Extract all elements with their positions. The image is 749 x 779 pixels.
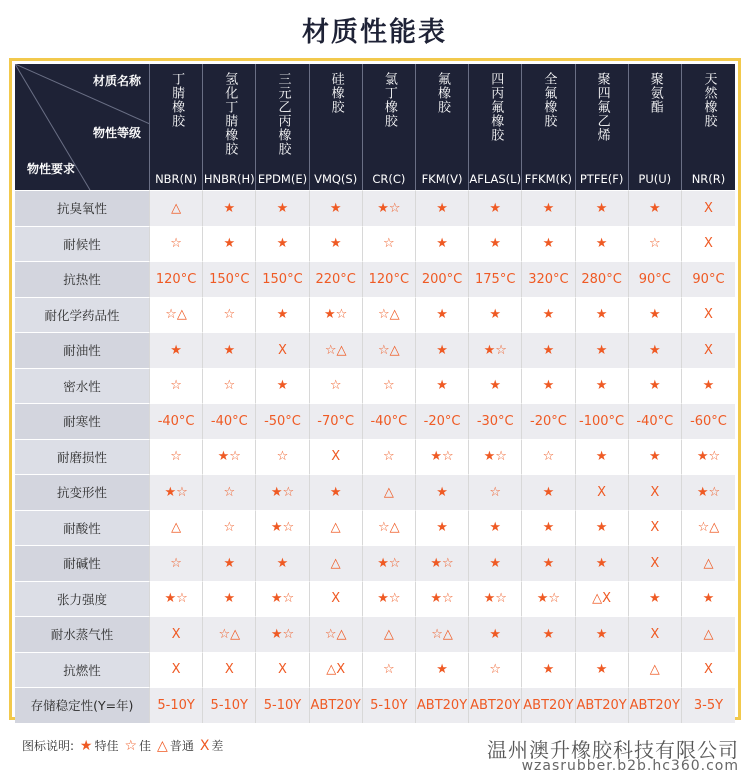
rating-cell: -100°C	[576, 403, 629, 439]
material-code: HNBR(H)	[203, 172, 255, 186]
property-label: 抗变形性	[15, 474, 150, 510]
rating-cell: ★	[522, 297, 575, 333]
rating-cell: ★☆	[682, 439, 735, 475]
material-header-5	[416, 64, 469, 190]
rating-cell: X	[682, 652, 735, 688]
rating-cell: 120°C	[363, 261, 416, 297]
rating-cell: ☆△	[682, 510, 735, 546]
page-title: 材质性能表	[302, 17, 447, 48]
material-code: FFKM(K)	[524, 172, 573, 186]
rating-cell: △	[629, 652, 682, 688]
rating-cell: ★	[629, 297, 682, 333]
table-row	[15, 545, 735, 581]
property-label: 耐候性	[15, 226, 150, 262]
rating-cell: ★	[576, 652, 629, 688]
table-row	[15, 474, 735, 510]
rating-cell: ★	[203, 190, 256, 226]
rating-cell: -50°C	[256, 403, 309, 439]
rating-cell: 320°C	[522, 261, 575, 297]
rating-cell: ☆△	[310, 616, 363, 652]
rating-cell: ★	[629, 439, 682, 475]
rating-cell: ★	[416, 510, 469, 546]
material-code: NBR(N)	[155, 172, 198, 186]
rating-cell: ★	[256, 190, 309, 226]
rating-cell: ★	[522, 226, 575, 262]
rating-cell: ★	[416, 190, 469, 226]
rating-cell: ★	[522, 474, 575, 510]
rating-cell: ☆△	[150, 297, 203, 333]
rating-cell: X	[682, 297, 735, 333]
rating-cell: X	[203, 652, 256, 688]
rating-cell: ★☆	[150, 474, 203, 510]
rating-cell: ★☆	[256, 474, 309, 510]
rating-cell: X	[576, 474, 629, 510]
rating-cell: △	[150, 190, 203, 226]
rating-cell: ★	[522, 368, 575, 404]
rating-cell: ABT20Y	[469, 687, 522, 723]
rating-cell: ☆	[150, 545, 203, 581]
corner-grade-label: 物性等级	[92, 126, 141, 140]
rating-cell: ★	[576, 368, 629, 404]
rating-cell: ☆	[363, 368, 416, 404]
rating-cell: ★	[203, 581, 256, 617]
rating-cell: 90°C	[682, 261, 735, 297]
rating-cell: ★☆	[522, 581, 575, 617]
rating-cell: ★	[310, 190, 363, 226]
rating-cell: ★	[469, 190, 522, 226]
rating-cell: △	[363, 474, 416, 510]
property-label: 密水性	[15, 368, 150, 404]
material-code: NR(R)	[691, 172, 726, 186]
rating-cell: △X	[576, 581, 629, 617]
rating-cell: ☆△	[363, 332, 416, 368]
rating-cell: ☆△	[310, 332, 363, 368]
rating-cell: 5-10Y	[150, 687, 203, 723]
legend-label: 图标说明:	[22, 739, 75, 753]
rating-cell: △	[682, 616, 735, 652]
rating-cell: ★☆	[256, 616, 309, 652]
company-site: wzasrubber.b2b.hc360.com	[521, 758, 739, 774]
property-label: 抗燃性	[15, 652, 150, 688]
legend-symbol: ★	[79, 738, 93, 754]
rating-cell: ★	[416, 652, 469, 688]
rating-cell: X	[629, 510, 682, 546]
rating-cell: ★	[522, 616, 575, 652]
property-label: 耐油性	[15, 332, 150, 368]
rating-cell: ★☆	[682, 474, 735, 510]
material-header-2	[256, 64, 309, 190]
table-row	[15, 439, 735, 475]
rating-cell: ★	[522, 510, 575, 546]
rating-cell: ★	[576, 332, 629, 368]
rating-cell: ★	[522, 190, 575, 226]
rating-cell: ★☆	[416, 581, 469, 617]
rating-cell: ★	[576, 510, 629, 546]
rating-cell: ☆	[469, 474, 522, 510]
rating-cell: ★	[682, 581, 735, 617]
table-row	[15, 332, 735, 368]
rating-cell: ☆△	[363, 510, 416, 546]
material-header-3	[310, 64, 363, 190]
rating-cell: ☆△	[363, 297, 416, 333]
rating-cell: ★	[629, 190, 682, 226]
rating-cell: ★☆	[256, 581, 309, 617]
table-row	[15, 190, 735, 226]
rating-cell: △	[150, 510, 203, 546]
rating-cell: 5-10Y	[363, 687, 416, 723]
rating-cell: ★	[203, 332, 256, 368]
material-header-8	[576, 64, 629, 190]
rating-cell: X	[256, 652, 309, 688]
material-performance-table	[15, 64, 735, 723]
rating-cell: -40°C	[150, 403, 203, 439]
legend-text: 特佳	[94, 739, 119, 753]
rating-cell: X	[150, 652, 203, 688]
rating-cell: ABT20Y	[629, 687, 682, 723]
rating-cell: -70°C	[310, 403, 363, 439]
rating-cell: 120°C	[150, 261, 203, 297]
rating-cell: ★	[576, 226, 629, 262]
table-row	[15, 261, 735, 297]
rating-cell: ★	[629, 332, 682, 368]
material-name: 全氟橡胶	[541, 72, 557, 128]
table-row	[15, 297, 735, 333]
rating-cell: ☆	[629, 226, 682, 262]
material-header-9	[629, 64, 682, 190]
rating-cell: ★☆	[203, 439, 256, 475]
header-row	[15, 64, 735, 190]
rating-cell: ★	[469, 545, 522, 581]
rating-cell: ☆	[150, 368, 203, 404]
rating-cell: ★☆	[363, 190, 416, 226]
rating-cell: ABT20Y	[310, 687, 363, 723]
material-header-10	[682, 64, 735, 190]
material-header-6	[469, 64, 522, 190]
property-label: 耐化学药品性	[15, 297, 150, 333]
rating-cell: ☆	[363, 226, 416, 262]
rating-cell: ★	[416, 297, 469, 333]
table-row	[15, 510, 735, 546]
rating-cell: ★	[416, 332, 469, 368]
rating-cell: ☆△	[416, 616, 469, 652]
material-name: 四丙氟橡胶	[488, 72, 504, 142]
rating-cell: ★	[469, 226, 522, 262]
rating-cell: -40°C	[363, 403, 416, 439]
rating-cell: ★	[682, 368, 735, 404]
rating-cell: ★	[310, 226, 363, 262]
rating-cell: ☆	[469, 652, 522, 688]
property-label: 存储稳定性(Y=年)	[15, 687, 150, 723]
property-label: 耐磨损性	[15, 439, 150, 475]
rating-cell: 280°C	[576, 261, 629, 297]
legend	[22, 737, 231, 754]
rating-cell: ★	[416, 474, 469, 510]
legend-text: 普通	[169, 739, 194, 753]
rating-cell: X	[629, 616, 682, 652]
table-row	[15, 652, 735, 688]
rating-cell: △	[682, 545, 735, 581]
rating-cell: ABT20Y	[576, 687, 629, 723]
legend-text: 佳	[139, 739, 152, 753]
property-label: 张力强度	[15, 581, 150, 617]
rating-cell: X	[256, 332, 309, 368]
table-row	[15, 368, 735, 404]
material-header-7	[522, 64, 575, 190]
rating-cell: ★	[416, 226, 469, 262]
rating-cell: 150°C	[256, 261, 309, 297]
rating-cell: ★☆	[469, 581, 522, 617]
legend-text: 差	[211, 739, 224, 753]
rating-cell: ★☆	[363, 545, 416, 581]
legend-symbol: X	[199, 738, 210, 754]
property-label: 耐水蒸气性	[15, 616, 150, 652]
material-code: PTFE(F)	[579, 172, 624, 186]
property-label: 耐寒性	[15, 403, 150, 439]
rating-cell: 220°C	[310, 261, 363, 297]
rating-cell: -40°C	[203, 403, 256, 439]
property-label: 耐酸性	[15, 510, 150, 546]
rating-cell: ★☆	[256, 510, 309, 546]
rating-cell: ★	[469, 510, 522, 546]
rating-cell: X	[682, 190, 735, 226]
rating-cell: ★	[576, 439, 629, 475]
rating-cell: X	[310, 439, 363, 475]
material-code: PU(U)	[638, 172, 672, 186]
material-code: EPDM(E)	[257, 172, 308, 186]
material-name: 三元乙丙橡胶	[275, 72, 291, 156]
legend-symbol: △	[157, 738, 168, 754]
rating-cell: -60°C	[682, 403, 735, 439]
rating-cell: X	[629, 545, 682, 581]
rating-cell: ★	[629, 368, 682, 404]
rating-cell: ★	[522, 545, 575, 581]
material-name: 丁腈橡胶	[169, 72, 185, 128]
material-header-1	[203, 64, 256, 190]
rating-cell: △X	[310, 652, 363, 688]
rating-cell: ★☆	[416, 439, 469, 475]
table-row	[15, 226, 735, 262]
rating-cell: 150°C	[203, 261, 256, 297]
rating-cell: △	[310, 545, 363, 581]
rating-cell: 5-10Y	[256, 687, 309, 723]
rating-cell: -20°C	[522, 403, 575, 439]
rating-cell: 175°C	[469, 261, 522, 297]
material-code: VMQ(S)	[314, 172, 358, 186]
rating-cell: ★	[469, 297, 522, 333]
material-header-4	[363, 64, 416, 190]
rating-cell: ★☆	[469, 332, 522, 368]
rating-cell: ★	[203, 226, 256, 262]
rating-cell: ☆	[150, 439, 203, 475]
rating-cell: ★	[576, 616, 629, 652]
rating-cell: ★☆	[469, 439, 522, 475]
corner-material-name-label: 材质名称	[92, 74, 141, 88]
rating-cell: ☆	[150, 226, 203, 262]
rating-cell: ABT20Y	[416, 687, 469, 723]
rating-cell: ★	[203, 545, 256, 581]
material-name: 氢化丁腈橡胶	[222, 72, 238, 156]
corner-requirement-label: 物性要求	[27, 162, 76, 176]
property-label: 耐碱性	[15, 545, 150, 581]
rating-cell: ☆△	[203, 616, 256, 652]
rating-cell: ☆	[363, 652, 416, 688]
material-code: AFLAS(L)	[469, 172, 522, 186]
material-table-frame	[9, 58, 741, 720]
rating-cell: ★☆	[363, 581, 416, 617]
rating-cell: ★☆	[150, 581, 203, 617]
table-row	[15, 616, 735, 652]
rating-cell: ★	[256, 226, 309, 262]
rating-cell: ☆	[203, 368, 256, 404]
rating-cell: ★	[522, 652, 575, 688]
property-label: 抗臭氧性	[15, 190, 150, 226]
rating-cell: ★	[629, 581, 682, 617]
rating-cell: ☆	[256, 439, 309, 475]
rating-cell: ★	[150, 332, 203, 368]
material-header-0	[150, 64, 203, 190]
rating-cell: ★	[576, 190, 629, 226]
rating-cell: X	[629, 474, 682, 510]
rating-cell: X	[150, 616, 203, 652]
rating-cell: ★	[310, 474, 363, 510]
rating-cell: ☆	[310, 368, 363, 404]
rating-cell: -40°C	[629, 403, 682, 439]
material-code: CR(C)	[372, 172, 406, 186]
rating-cell: ☆	[522, 439, 575, 475]
rating-cell: -30°C	[469, 403, 522, 439]
company-name: 温州澳升橡胶科技有限公司	[487, 738, 739, 762]
table-row	[15, 581, 735, 617]
material-name: 氯丁橡胶	[381, 72, 397, 128]
rating-cell: X	[682, 332, 735, 368]
rating-cell: ☆	[203, 474, 256, 510]
rating-cell: -20°C	[416, 403, 469, 439]
rating-cell: ★	[256, 545, 309, 581]
table-row	[15, 403, 735, 439]
rating-cell: ☆	[363, 439, 416, 475]
material-code: FKM(V)	[421, 172, 463, 186]
table-row	[15, 687, 735, 723]
rating-cell: X	[310, 581, 363, 617]
rating-cell: 3-5Y	[682, 687, 735, 723]
rating-cell: ★	[576, 297, 629, 333]
material-name: 硅橡胶	[328, 72, 344, 114]
rating-cell: ★	[256, 297, 309, 333]
rating-cell: ★	[256, 368, 309, 404]
rating-cell: 5-10Y	[203, 687, 256, 723]
rating-cell: ABT20Y	[522, 687, 575, 723]
rating-cell: ★☆	[310, 297, 363, 333]
material-name: 天然橡胶	[701, 72, 717, 128]
rating-cell: △	[363, 616, 416, 652]
rating-cell: ★	[576, 545, 629, 581]
property-label: 抗热性	[15, 261, 150, 297]
legend-symbol: ☆	[124, 738, 138, 754]
rating-cell: ★	[469, 368, 522, 404]
material-name: 聚氨酯	[647, 72, 663, 114]
material-name: 聚四氟乙烯	[594, 72, 610, 142]
rating-cell: ★	[469, 616, 522, 652]
rating-cell: 90°C	[629, 261, 682, 297]
rating-cell: 200°C	[416, 261, 469, 297]
material-name: 氟橡胶	[435, 72, 451, 114]
rating-cell: ☆	[203, 297, 256, 333]
rating-cell: ☆	[203, 510, 256, 546]
rating-cell: ★	[522, 332, 575, 368]
rating-cell: ★☆	[416, 545, 469, 581]
rating-cell: X	[682, 226, 735, 262]
rating-cell: △	[310, 510, 363, 546]
header-corner-cell	[15, 64, 150, 190]
rating-cell: ★	[416, 368, 469, 404]
